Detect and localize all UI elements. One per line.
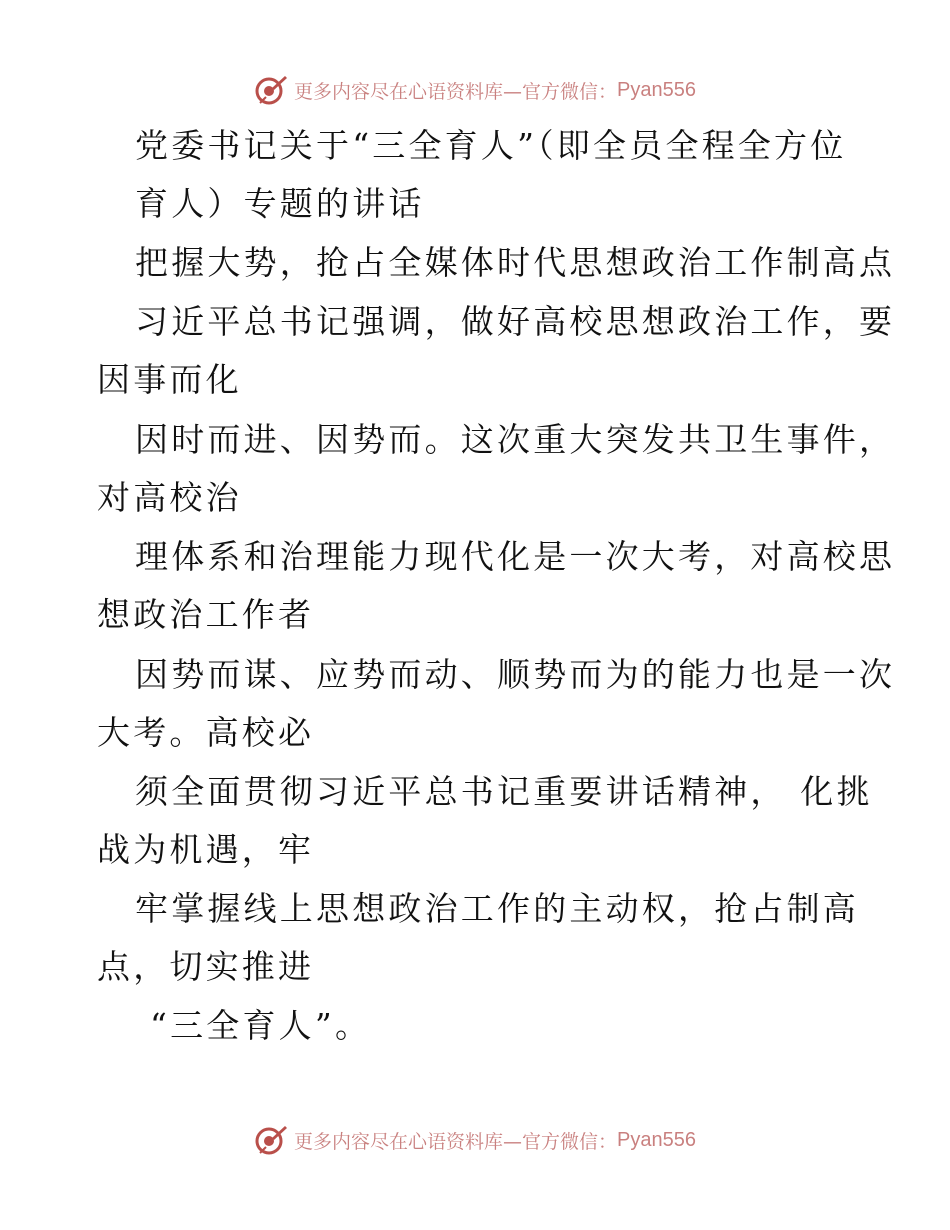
text-line: 习近平总书记强调，做好高校思想政治工作，要 [135,302,896,341]
text-line: 理体系和治理能力现代化是一次大考，对高校思 [135,537,896,576]
text-line: 因事而化 [97,360,242,399]
text-line: 因时而进、因势而。这次重大突发共卫生事件， [135,420,896,459]
text-line: 点，切实推进 [97,947,315,986]
watermark-wechat-id: Pyan556 [617,1128,696,1151]
pen-logo-icon [254,1123,288,1157]
text-line: 牢掌握线上思想政治工作的主动权，抢占制高 [135,889,859,928]
text-line: 把握大势，抢占全媒体时代思想政治工作制高点 [135,243,896,282]
footer-watermark [0,1120,950,1160]
text-line: 战为机遇，牢 [97,830,315,869]
watermark-wechat-id: Pyan556 [617,78,696,101]
text-line: 育人）专题的讲话 [135,184,425,223]
text-line: 党委书记关于“三全育人”（即全员全程全方位 [135,126,847,165]
text-line: “三全育人”。 [150,1006,372,1045]
text-line: 须全面贯彻习近平总书记重要讲话精神， 化挑 [135,772,873,811]
text-line: 对高校治 [97,478,242,517]
text-line: 想政治工作者 [97,595,315,634]
text-line: 因势而谋、应势而动、顺势而为的能力也是一次 [135,655,896,694]
watermark-text: 更多内容尽在心语资料库—官方微信： [294,80,618,103]
text-line: 大考。高校必 [97,713,315,752]
watermark-text: 更多内容尽在心语资料库—官方微信： [294,1130,618,1153]
